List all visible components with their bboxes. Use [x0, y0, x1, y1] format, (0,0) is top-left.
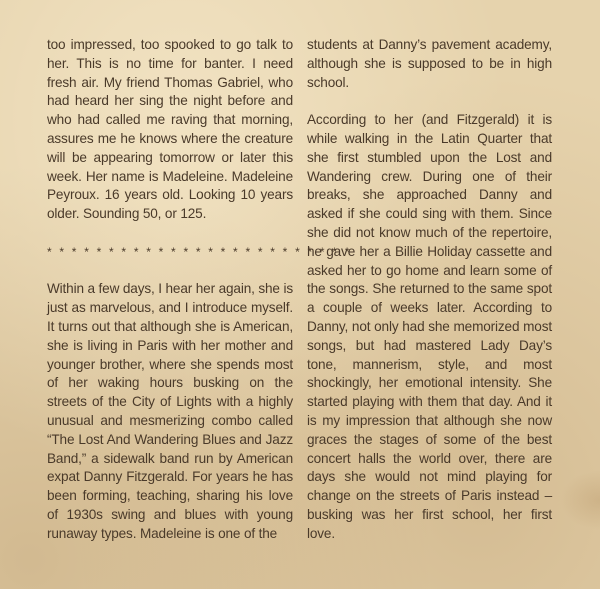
right-paragraph-1: students at Danny’s pavement academy, although she is supposed to be in high school.: [307, 37, 552, 90]
paragraph-gap: [47, 224, 293, 243]
paragraph-gap: [47, 262, 293, 281]
paper-stain: [560, 470, 600, 530]
section-separator: * * * * * * * * * * * * * * * * * * * * * * * * *: [47, 244, 352, 259]
right-column: [307, 36, 552, 544]
paragraph-gap: [307, 92, 552, 111]
left-paragraph-1: too impressed, too spooked to go talk to her. This is no time for banter. I need fresh air. My friend Thomas Gabriel, who had heard her sing the night before and who had called me raving that morning, assures me he knows where the creature will be appearing tomorrow or later this week. Her name is Madeleine. Madeleine Peyroux. 16 years old. Looking 10 years older. Sounding 50, or 125.: [47, 37, 293, 222]
left-paragraph-2: Within a few days, I hear her again, she is just as marvelous, and I introduce myself. It turns out that although she is American, she is living in Paris with her mother and younger brother, where she spends most of her waking hours busking on the streets of the City of Lights with a highly unusual and mesmerizing combo called “The Lost And Wandering Blues and Jazz Band,” a sidewalk band run by American expat Danny Fitzgerald. For years he has been forming, teaching, sharing his love of 1930s swing and blues with young runaway types. Madeleine is one of the: [47, 281, 293, 541]
left-column: [47, 36, 352, 544]
right-paragraph-2: According to her (and Fitzgerald) it is while walking in the Latin Quarter that she first stumbled upon the Lost and Wandering crew. During one of their breaks, she approached Danny and asked if she could sing with them. Since she did not know much of the repertoire, he gave her a Billie Holiday cassette and asked her to go home and learn some of the songs. She returned to the same spot a couple of weeks later. According to Danny, not only had she memorized most songs, but had mastered Lady Day’s tone, mannerism, style, and most shockingly, her emotional intensity. She started playing with them that day. And it is my impression that although she now graces the stages of some of the best concert halls the world over, there are days she would not mind playing for change on the streets of Paris instead – busking was her first school, her first love.: [307, 112, 552, 541]
